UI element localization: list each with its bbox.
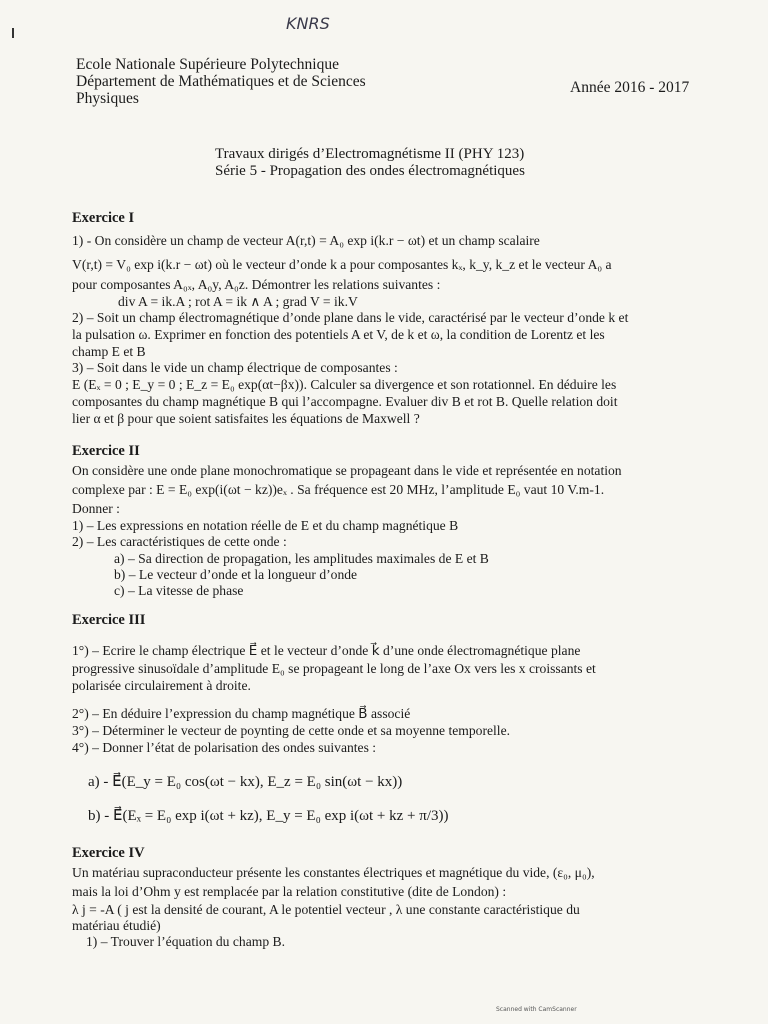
ex2-line: Donner : bbox=[72, 501, 120, 516]
ex4-line: λ j = -A ( j est la densité de courant, A le potentiel vecteur , λ une constante caractéristique du bbox=[72, 902, 580, 917]
title-line1: Travaux dirigés d’Electromagnétisme II (PHY 123) bbox=[215, 146, 525, 162]
ex1-line: la pulsation ω. Exprimer en fonction des potentiels A et V, de k et ω, la condition de Lorentz et les bbox=[72, 327, 605, 342]
ex4-line: 1) – Trouver l’équation du champ B. bbox=[86, 934, 285, 949]
ex2-item-c: c) – La vitesse de phase bbox=[114, 583, 244, 598]
ex4-line: matériau étudié) bbox=[72, 918, 161, 933]
ex1-line: V(r,t) = V₀ exp i(k.r − ωt) où le vecteur d’onde k a pour composantes kₓ, k_y, k_z et le vecteur A₀ a bbox=[72, 257, 612, 272]
ex1-line: champ E et B bbox=[72, 344, 146, 359]
ex2-item-b: b) – Le vecteur d’onde et la longueur d’onde bbox=[114, 567, 358, 582]
exercise-4-heading: Exercice IV bbox=[72, 845, 145, 861]
exercise-3-heading: Exercice III bbox=[72, 612, 146, 628]
ex3-line: 3°) – Déterminer le vecteur de poynting de cette onde et sa moyenne temporelle. bbox=[72, 723, 511, 738]
ex1-line: composantes du champ magnétique B qui l’accompagne. Evaluer div B et rot B. Quelle relation doit bbox=[72, 394, 618, 409]
ex3-line: 4°) – Donner l’état de polarisation des ondes suivantes : bbox=[72, 740, 377, 755]
ex3-line: polarisée circulairement à droite. bbox=[72, 678, 251, 693]
scanner-watermark: Scanned with CamScanner bbox=[496, 1006, 577, 1013]
binding-mark bbox=[12, 28, 14, 38]
ex3-equation-a: a) - E⃗(E_y = E₀ cos(ωt − kx), E_z = E₀ sin(ωt − kx)) bbox=[88, 774, 403, 790]
ex1-line: pour composantes A₀ₓ, A₀y, A₀z. Démontrer les relations suivantes : bbox=[72, 277, 441, 292]
ex1-line: 1) - On considère un champ de vecteur A(r,t) = A₀ exp i(k.r − ωt) et un champ scalaire bbox=[72, 233, 540, 248]
ex2-line: 1) – Les expressions en notation réelle de E et du champ magnétique B bbox=[72, 518, 459, 533]
ex2-line: complexe par : E = E₀ exp(i(ωt − kz))eₓ . Sa fréquence est 20 MHz, l’amplitude E₀ vaut 10 V.m-1. bbox=[72, 482, 605, 497]
academic-year: Année 2016 - 2017 bbox=[570, 79, 690, 96]
ex1-relations: div A = ik.A ; rot A = ik ∧ A ; grad V = ik.V bbox=[118, 294, 358, 309]
school-name: Ecole Nationale Supérieure Polytechnique bbox=[76, 56, 339, 73]
ex3-line: 1°) – Ecrire le champ électrique E⃗ et le vecteur d’onde k⃗ d’une onde électromagnétique plane bbox=[72, 643, 581, 658]
ex2-line: 2) – Les caractéristiques de cette onde : bbox=[72, 534, 287, 549]
ex3-line: progressive sinusoïdale d’amplitude E₀ se propageant le long de l’axe Ox vers les x croissants et bbox=[72, 661, 596, 676]
ex4-line: mais la loi d’Ohm y est remplacée par la relation constitutive (dite de London) : bbox=[72, 884, 507, 899]
ex1-line: E (Eₓ = 0 ; E_y = 0 ; E_z = E₀ exp(αt−βx)). Calculer sa divergence et son rotationnel. En déduire les bbox=[72, 377, 617, 392]
ex1-line: 3) – Soit dans le vide un champ électrique de composantes : bbox=[72, 360, 398, 375]
ex2-item-a: a) – Sa direction de propagation, les amplitudes maximales de E et B bbox=[114, 551, 489, 566]
ex3-equation-b: b) - E⃗(Eₓ = E₀ exp i(ωt + kz), E_y = E₀ exp i(ωt + kz + π/3)) bbox=[88, 808, 449, 824]
ex4-line: Un matériau supraconducteur présente les constantes électriques et magnétique du vide, (ε₀, μ₀), bbox=[72, 865, 595, 880]
handwritten-note: KNRS bbox=[286, 14, 330, 33]
exercise-2-heading: Exercice II bbox=[72, 443, 140, 459]
title-line2: Série 5 - Propagation des ondes électromagnétiques bbox=[215, 163, 525, 179]
department-line1: Département de Mathématiques et de Sciences bbox=[76, 73, 366, 90]
exercise-1-heading: Exercice I bbox=[72, 210, 135, 226]
ex2-line: On considère une onde plane monochromatique se propageant dans le vide et représentée en notation bbox=[72, 463, 622, 478]
ex1-line: 2) – Soit un champ électromagnétique d’onde plane dans le vide, caractérisé par le vecteur d’onde k et bbox=[72, 310, 629, 325]
ex1-line: lier α et β pour que soient satisfaites les équations de Maxwell ? bbox=[72, 411, 420, 426]
department-line2: Physiques bbox=[76, 90, 139, 107]
ex3-line: 2°) – En déduire l’expression du champ magnétique B⃗ associé bbox=[72, 706, 411, 721]
